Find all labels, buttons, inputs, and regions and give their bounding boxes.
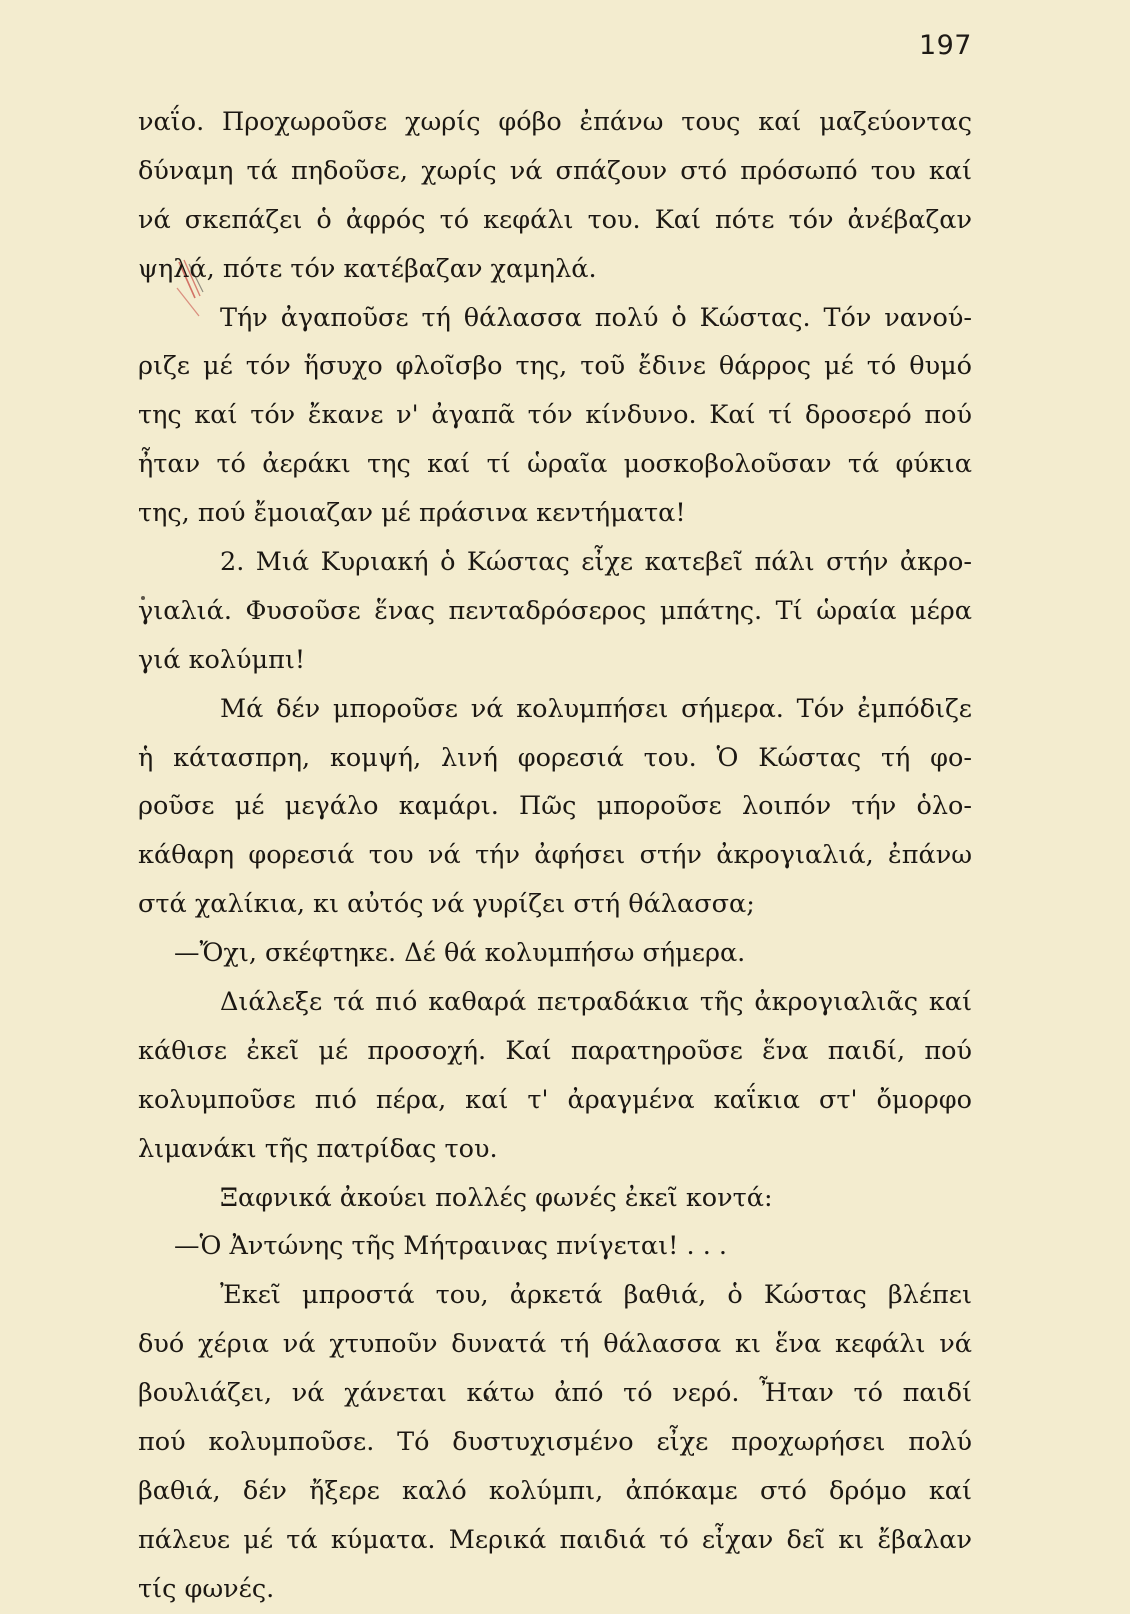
text-line: 2. Μιά Κυριακή ὁ Κώστας εἶχε κατεβεῖ πάλι στήν ἀκρο- <box>220 547 972 578</box>
text-line: Μά δέν μποροῦσε νά κολυμπήσει σήμερα. Τόν ἐμπόδιζε <box>220 693 972 724</box>
text-line: βαθιά, δέν ἤξερε καλό κολύμπι, ἀπόκαμε στό δρόμο καί <box>138 1475 972 1506</box>
text-line: λιμανάκι τῆς πατρίδας του. <box>138 1133 498 1164</box>
body-text <box>138 98 972 1614</box>
text-line: ψηλά, πότε τόν κατέβαζαν χαμηλά. <box>138 253 597 284</box>
text-line: πού κολυμποῦσε. Τό δυστυχισμένο εἶχε προχωρήσει πολύ <box>138 1427 972 1458</box>
text-line: ἡ κάτασπρη, κομψή, λινή φορεσιά του. Ὁ Κώστας τή φο- <box>138 742 972 773</box>
text-line: ναΐο. Προχωροῦσε χωρίς φόβο ἐπάνω τους καί μαζεύοντας <box>138 107 972 137</box>
page-number: 197 <box>918 30 972 61</box>
text-line: κάθισε ἐκεῖ μέ προσοχή. Καί παρατηροῦσε ἕνα παιδί, πού <box>138 1035 972 1066</box>
text-line: κολυμποῦσε πιό πέρα, καί τ' ἀραγμένα καΐκια στ' ὄμορφο <box>138 1084 972 1115</box>
text-line: ριζε μέ τόν ἥσυχο φλοῖσβο της, τοῦ ἔδινε θάρρος μέ τό θυμό <box>138 351 972 382</box>
text-line: Ξαφνικά ἀκούει πολλές φωνές ἐκεῖ κοντά: <box>220 1182 773 1213</box>
text-line: γιά κολύμπι! <box>138 644 306 675</box>
text-line: γιαλιά. Φυσοῦσε ἕνας πενταδρόσερος μπάτης. Τί ὡραία μέρα <box>138 595 972 626</box>
text-line: βουλιάζει, νά χάνεται κάτω ἀπό τό νερό. Ἦταν τό παιδί <box>138 1378 972 1409</box>
text-line: της καί τόν ἔκανε ν' ἀγαπᾶ τόν κίνδυνο. Καί τί δροσερό πού <box>138 400 972 431</box>
text-line: νά σκεπάζει ὁ ἀφρός τό κεφάλι του. Καί πότε τόν ἀνέβαζαν <box>138 204 972 235</box>
text-line: δυό χέρια νά χτυποῦν δυνατά τή θάλασσα κι ἕνα κεφάλι νά <box>138 1329 972 1360</box>
text-line: —Ὁ Ἀντώνης τῆς Μήτραινας πνίγεται! . . . <box>174 1231 728 1262</box>
text-line: Διάλεξε τά πιό καθαρά πετραδάκια τῆς ἀκρογιαλιᾶς καί <box>220 987 972 1018</box>
text-line: τίς φωνές. <box>138 1573 275 1604</box>
text-line: στά χαλίκια, κι αὐτός νά γυρίζει στή θάλασσα; <box>138 889 755 920</box>
text-line: Ἐκεῖ μπροστά του, ἀρκετά βαθιά, ὁ Κώστας βλέπει <box>220 1280 972 1311</box>
text-line: κάθαρη φορεσιά του νά τήν ἀφήσει στήν ἀκρογιαλιά, ἐπάνω <box>138 840 972 871</box>
text-line: —Ὄχι, σκέφτηκε. Δέ θά κολυμπήσω σήμερα. <box>174 938 746 969</box>
text-line: πάλευε μέ τά κύματα. Μερικά παιδιά τό εἶχαν δεῖ κι ἔβαλαν <box>138 1524 972 1555</box>
text-line: ἦταν τό ἀεράκι της καί τί ὡραῖα μοσκοβολοῦσαν τά φύκια <box>138 449 972 480</box>
text-line: ροῦσε μέ μεγάλο καμάρι. Πῶς μποροῦσε λοιπόν τήν ὁλο- <box>138 791 972 822</box>
text-line: Τήν ἀγαποῦσε τή θάλασσα πολύ ὁ Κώστας. Τόν νανού- <box>220 302 972 333</box>
text-line: της, πού ἔμοιαζαν μέ πράσινα κεντήματα! <box>138 498 686 529</box>
text-line: δύναμη τά πηδοῦσε, χωρίς νά σπάζουν στό πρόσωπό του καί <box>138 155 972 186</box>
